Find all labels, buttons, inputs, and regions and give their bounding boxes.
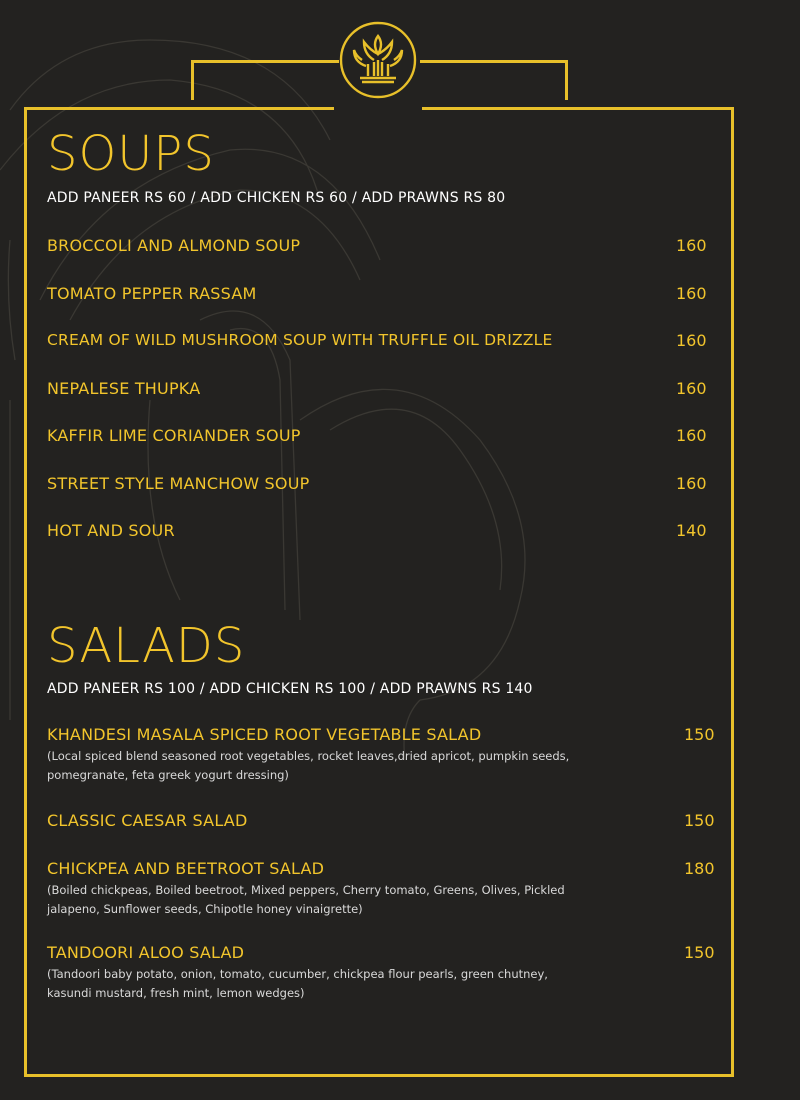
menu-item-description: (Boiled chickpeas, Boiled beetroot, Mixed peppers, Cherry tomato, Greens, Olives, Pickled jalapeno, Sunflower seeds, Chipotle honey vinaigrette): [47, 883, 565, 916]
menu-item-description: (Local spiced blend seasoned root vegetables, rocket leaves,dried apricot, pumpkin seeds, pomegranate, feta greek yogurt dressing): [47, 749, 570, 782]
menu-item-name: KAFFIR LIME CORIANDER SOUP: [47, 426, 301, 445]
menu-item-name: HOT AND SOUR: [47, 521, 175, 540]
menu-item-price: 160: [676, 236, 707, 255]
menu-item-price: 160: [676, 426, 707, 445]
menu-item-name: TOMATO PEPPER RASSAM: [47, 284, 257, 303]
menu-item-name: TANDOORI ALOO SALAD: [47, 943, 245, 962]
soups-addons: ADD PANEER RS 60 / ADD CHICKEN RS 60 / ADD PRAWNS RS 80: [47, 190, 506, 206]
menu-item-price: 150: [684, 811, 715, 830]
soups-title: SOUPS: [47, 126, 215, 182]
menu-item-price: 160: [676, 379, 707, 398]
frame-top-left: [24, 107, 334, 110]
frame-top-right: [422, 107, 734, 110]
menu-item-name: CLASSIC CAESAR SALAD: [47, 811, 248, 830]
menu-item-name: KHANDESI MASALA SPICED ROOT VEGETABLE SALAD: [47, 725, 482, 744]
menu-item-name: NEPALESE THUPKA: [47, 379, 201, 398]
menu-item-name: CHICKPEA AND BEETROOT SALAD: [47, 859, 325, 878]
crown-emblem-icon: [338, 20, 418, 100]
menu-item-description: (Tandoori baby potato, onion, tomato, cucumber, chickpea flour pearls, green chutney, kasundi mustard, fresh mint, lemon wedges): [47, 967, 548, 1000]
salads-title: SALADS: [47, 618, 246, 674]
menu-item-price: 160: [676, 474, 707, 493]
frame-bottom: [24, 1074, 734, 1077]
menu-item-price: 150: [684, 943, 715, 962]
salads-addons: ADD PANEER RS 100 / ADD CHICKEN RS 100 / ADD PRAWNS RS 140: [47, 681, 533, 697]
bracket-top-left: [191, 60, 339, 63]
menu-item-name: CREAM OF WILD MUSHROOM SOUP WITH TRUFFLE OIL DRIZZLE: [47, 331, 553, 349]
menu-item-price: 160: [676, 284, 707, 303]
bracket-right-drop: [565, 60, 568, 100]
menu-item-price: 140: [676, 521, 707, 540]
menu-item-price: 150: [684, 725, 715, 744]
menu-item-name: STREET STYLE MANCHOW SOUP: [47, 474, 310, 493]
menu-item-price: 180: [684, 859, 715, 878]
frame-left: [24, 107, 27, 1077]
frame-right: [731, 107, 734, 1077]
bracket-left-drop: [191, 60, 194, 100]
menu-item-price: 160: [676, 331, 707, 350]
bracket-top-right: [420, 60, 568, 63]
menu-item-name: BROCCOLI AND ALMOND SOUP: [47, 236, 301, 255]
